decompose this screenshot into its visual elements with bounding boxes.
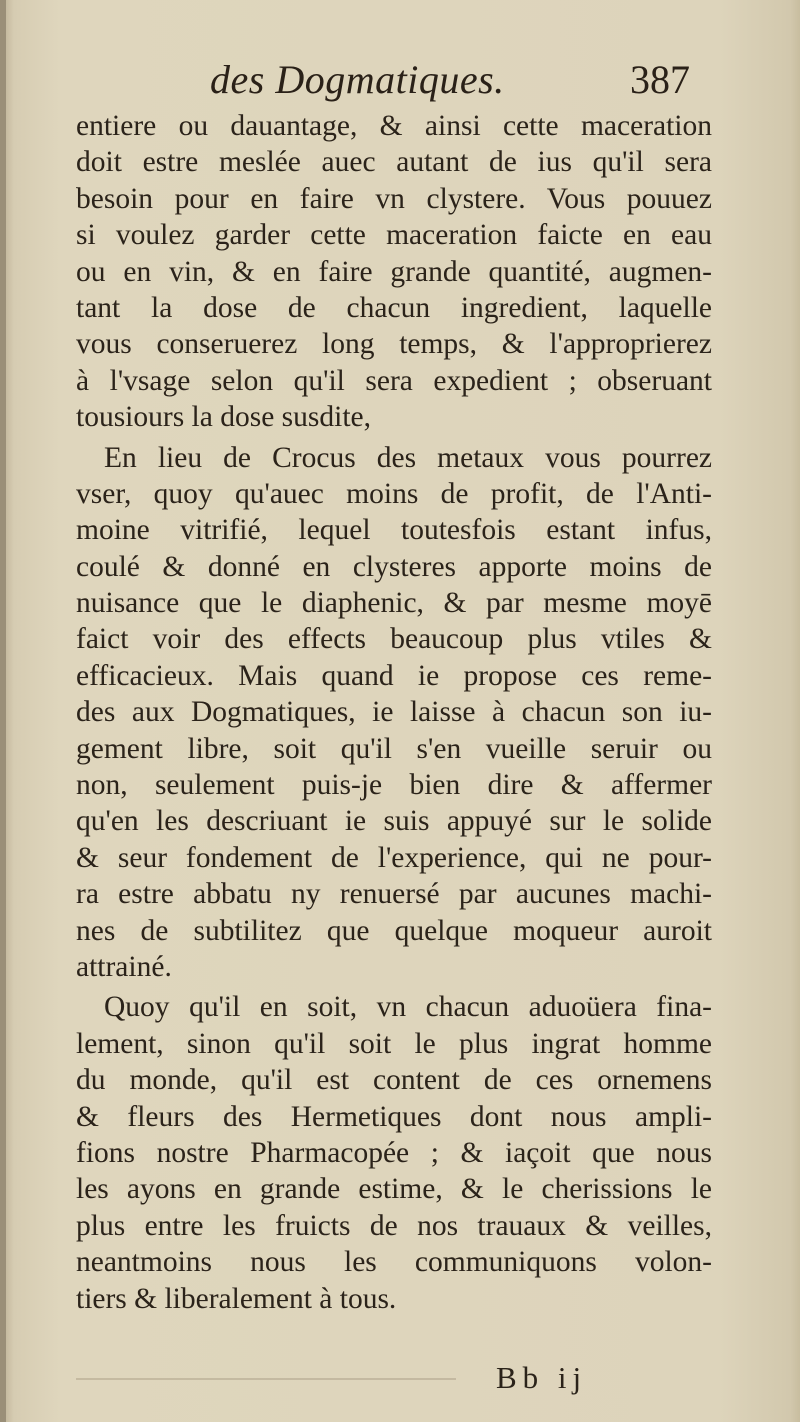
text-line: fions nostre Pharmacopée ; & iaçoit que nous (76, 1136, 712, 1169)
text-line: attrainé. (76, 950, 172, 983)
text-line: ra estre abbatu ny renuersé par aucunes machi- (76, 878, 712, 911)
paragraph-3 (76, 989, 712, 1317)
text-line: besoin pour en faire vn clystere. Vous pouuez (76, 182, 712, 215)
text-line: nuisance que le diaphenic, & par mesme moyē (76, 587, 712, 620)
text-line: faict voir des effects beaucoup plus vtiles & (76, 623, 712, 656)
text-line: non, seulement puis-je bien dire & affermer (76, 769, 712, 802)
text-line: entiere ou dauantage, & ainsi cette maceration (76, 110, 712, 142)
page-header (210, 56, 690, 106)
text-line: si voulez garder cette maceration faicte en eau (76, 219, 712, 252)
text-line: gement libre, soit qu'il s'en vueille seruir ou (76, 732, 712, 765)
paragraph-1 (76, 108, 712, 436)
text-line: doit estre meslée auec autant de ius qu'il sera (76, 146, 712, 179)
text-line: tant la dose de chacun ingredient, laquelle (76, 291, 712, 324)
text-line: des aux Dogmatiques, ie laisse à chacun son iu- (76, 696, 712, 729)
text-line: coulé & donné en clysteres apporte moins de (76, 550, 712, 583)
bleed-through-mark (76, 1378, 456, 1380)
text-line: lement, sinon qu'il soit le plus ingrat homme (76, 1027, 712, 1060)
text-line: tiers & liberalement à tous. (76, 1282, 397, 1315)
page-binding-edge (0, 0, 6, 1422)
text-line: & seur fondement de l'experience, qui ne pour- (76, 841, 712, 874)
text-line: Quoy qu'il en soit, vn chacun aduoüera fina- (104, 991, 712, 1024)
text-line: & fleurs des Hermetiques dont nous ampli- (76, 1100, 712, 1133)
text-line: du monde, qu'il est content de ces ornemens (76, 1064, 712, 1097)
text-line: efficacieux. Mais quand ie propose ces reme- (76, 659, 712, 692)
text-line: à l'vsage selon qu'il sera expedient ; obseruant (76, 364, 712, 397)
body-text (76, 108, 712, 1317)
text-line: vous conseruerez long temps, & l'approprierez (76, 328, 712, 361)
page-number: 387 (630, 57, 690, 102)
running-title: des Dogmatiques. (210, 57, 505, 102)
text-line: les ayons en grande estime, & le cherissions le (76, 1173, 712, 1206)
text-line: moine vitrifié, lequel toutesfois estant infus, (76, 514, 712, 547)
text-line: vser, quoy qu'auec moins de profit, de l'Anti- (76, 477, 712, 510)
text-line: tousiours la dose susdite, (76, 401, 371, 434)
text-line: neantmoins nous les communiquons volon- (76, 1246, 712, 1279)
text-line: nes de subtilitez que quelque moqueur auroit (76, 914, 712, 947)
text-line: En lieu de Crocus des metaux vous pourrez (104, 441, 712, 474)
signature-mark: Bb ij (496, 1360, 588, 1395)
paragraph-2 (76, 440, 712, 986)
text-line: plus entre les fruicts de nos trauaux & veilles, (76, 1209, 712, 1242)
text-line: ou en vin, & en faire grande quantité, augmen- (76, 255, 712, 288)
text-line: qu'en les descriuant ie suis appuyé sur le solide (76, 805, 712, 838)
